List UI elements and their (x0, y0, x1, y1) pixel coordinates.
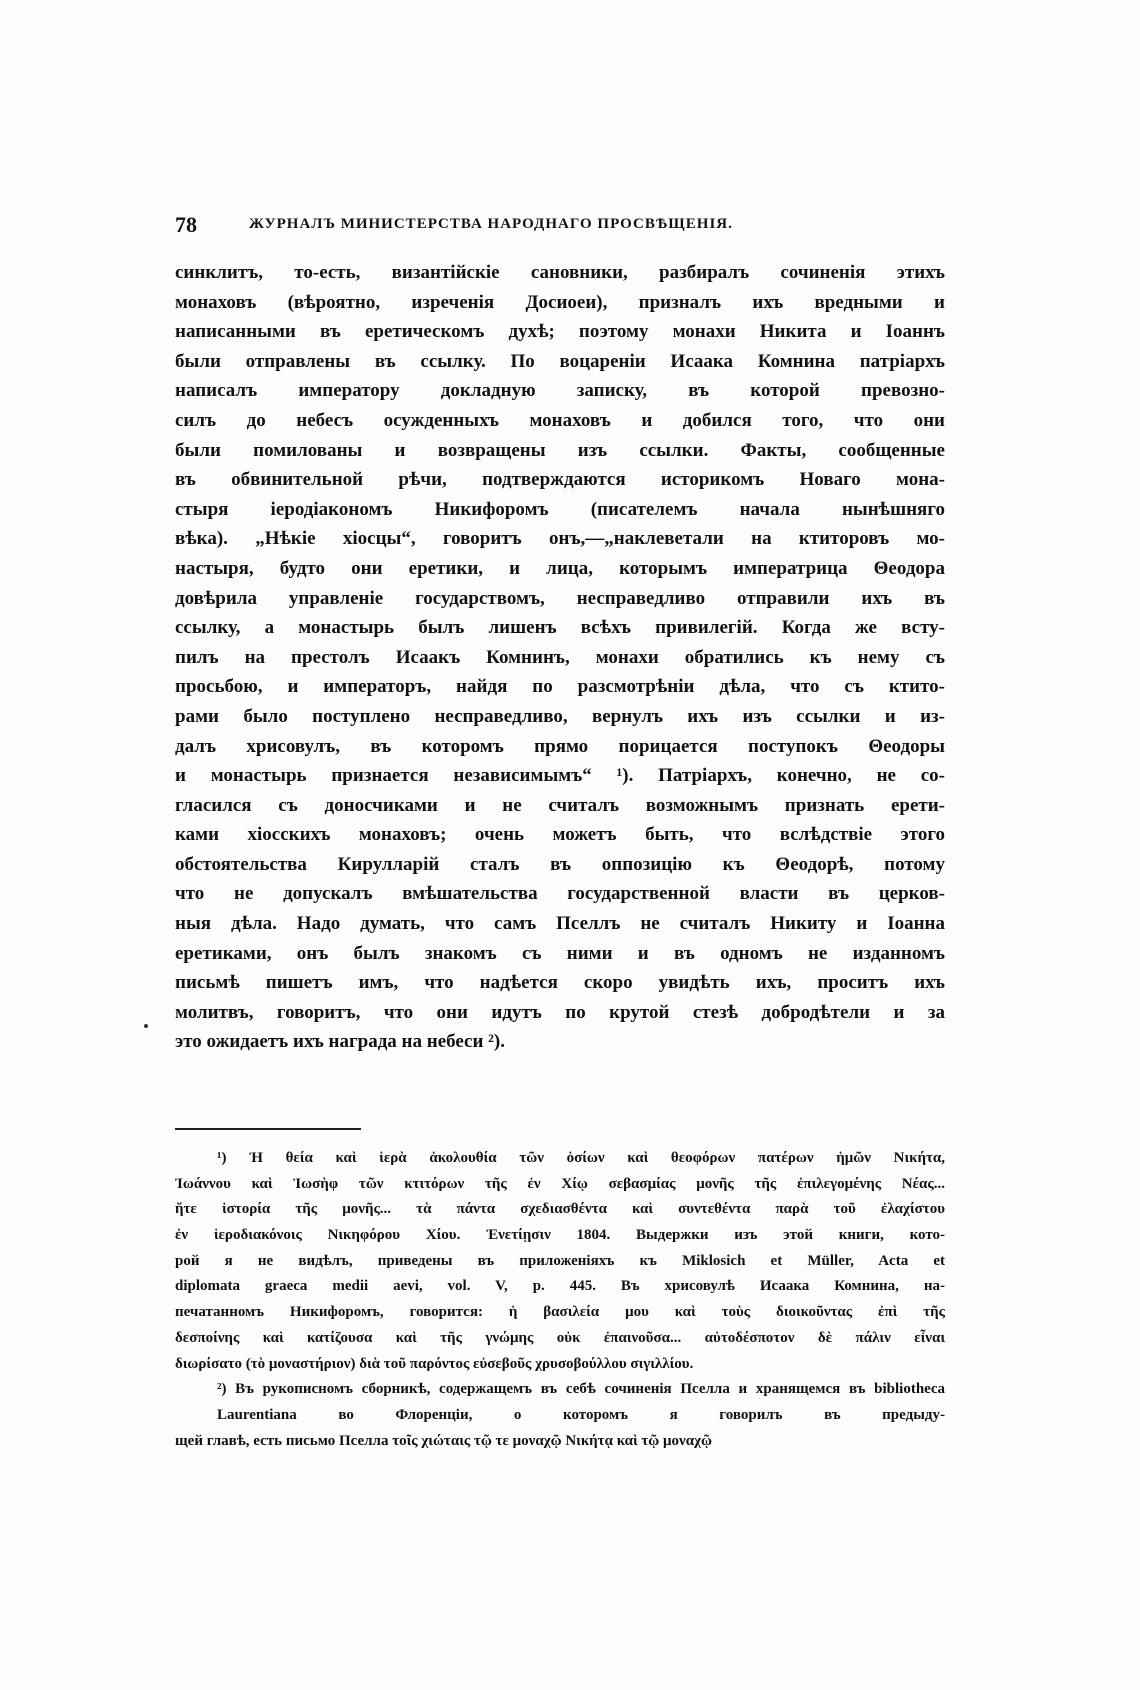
footnote-line: рой я не видѣлъ, приведены въ приложеніяхъ къ Miklosich et Müller, Acta et (175, 1252, 945, 1269)
text-line: въ обвинительной рѣчи, подтверждаются историкомъ Новаго мона- (175, 469, 945, 491)
margin-mark (144, 1024, 148, 1028)
footnote-line: ¹) Ἡ θεία καὶ ἱερὰ ἀκολουθία τῶν ὁσίων καὶ θεοφόρων πατέρων ἡμῶν Νικήτα, (217, 1150, 945, 1166)
text-line: и монастырь признается независимымъ“ ¹). Патріархъ, конечно, не со- (175, 765, 945, 787)
footnote-line: δεσποίνης καὶ κατίζουσα καὶ τῆς γνώμης οὐκ ἐπαινοῦσα... αὐτοδέσποτον δὲ πάλιν εἶναι (175, 1329, 945, 1346)
text-line: ныя дѣла. Надо думать, что самъ Пселлъ не считалъ Никиту и Іоанна (175, 913, 945, 935)
text-line: были отправлены въ ссылку. По воцареніи Исаака Комнина патріархъ (175, 350, 945, 372)
text-line: пилъ на престолъ Исаакъ Комнинъ, монахи обратились къ нему съ (175, 646, 945, 668)
text-line: обстоятельства Кирулларій сталъ въ оппозицію къ Θеодорѣ, потому (175, 853, 945, 875)
text-line: гласился съ доносчиками и не считалъ возможнымъ признать ерети- (175, 794, 945, 816)
text-line: настыря, будто они еретики, и лица, которымъ императрица Θеодора (175, 557, 945, 579)
text-line: стыря іеродіакономъ Никифоромъ (писателемъ начала нынѣшняго (175, 498, 945, 520)
footnote-line: ²) Въ рукописномъ сборникѣ, содержащемъ въ себѣ сочиненія Пселла и хранящемся въ bibliotheca Laurentiana во Флоренціи, о которомъ я говорилъ въ предыду- (217, 1381, 945, 1423)
text-line: это ожидаетъ ихъ награда на небеси ²). (175, 1031, 505, 1053)
text-line: силъ до небесъ осужденныхъ монаховъ и добился того, что они (175, 409, 945, 431)
footnote-divider (175, 1128, 361, 1130)
page-header (175, 212, 945, 242)
text-line: монаховъ (вѣроятно, изреченія Досиоеи), призналъ ихъ вредными и (175, 291, 945, 313)
text-line: вѣка). „Нѣкіе хіосцы“, говоритъ онъ,—„наклеветали на ктиторовъ мо- (175, 528, 945, 550)
footnote-line: Ἰωάννου καὶ Ἰωσὴφ τῶν κτιτόρων τῆς ἐν Χίῳ σεβασμίας μονῆς τῆς ἐπιλεγομένης Νέας... (175, 1175, 945, 1192)
running-title: ЖУРНАЛЪ МИНИСТЕРСТВА НАРОДНАГО ПРОСВѢЩЕНІЯ. (249, 216, 733, 232)
footnote-line: ἥτε ἱστορία τῆς μονῆς... τὰ πάντα σχεδιασθέντα καὶ συντεθέντα παρὰ τοῦ ἐλαχίστου (175, 1201, 945, 1218)
footnotes (175, 1146, 945, 1454)
text-line: написанными въ еретическомъ духѣ; поэтому монахи Никита и Іоаннъ (175, 321, 945, 343)
text-line: довѣрила управленіе государствомъ, несправедливо отправили ихъ въ (175, 587, 945, 609)
page-number: 78 (175, 212, 197, 237)
main-text (175, 258, 945, 1057)
text-line: были помилованы и возвращены изъ ссылки. Факты, сообщенные (175, 439, 945, 461)
footnote-line: щей главѣ, есть письмо Пселла τοῖς χιώταις τῷ τε μοναχῷ Νικήτᾳ καὶ τῷ μοναχῷ (175, 1432, 712, 1449)
footnote-line: печатанномъ Никифоромъ, говорится: ἡ βασιλεία μου καὶ τοὺς διοικοῦντας ἐπὶ τῆς (175, 1304, 945, 1321)
footnote-line: διωρίσατο (τὸ μοναστήριον) διὰ τοῦ παρόντος εὐσεβοῦς χρυσοβούλλου σιγιλλίου. (175, 1355, 694, 1372)
text-line: написалъ императору докладную записку, въ которой превозно- (175, 380, 945, 402)
text-line: рами было поступлено несправедливо, вернулъ ихъ изъ ссылки и из- (175, 705, 945, 727)
text-line: просьбою, и императоръ, найдя по разсмотрѣніи дѣла, что съ ктито- (175, 676, 945, 698)
text-line: что не допускалъ вмѣшательства государственной власти въ церков- (175, 883, 945, 905)
text-line: ками хіосскихъ монаховъ; очень можетъ быть, что вслѣдствіе этого (175, 824, 945, 846)
text-line: далъ хрисовулъ, въ которомъ прямо порицается поступокъ Θеодоры (175, 735, 945, 757)
text-line: письмѣ пишетъ имъ, что надѣется скоро увидѣть ихъ, проситъ ихъ (175, 972, 945, 994)
footnote-line: diplomata graeca medii aevi, vol. V, p. 445. Въ хрисовулѣ Исаака Комнина, на- (175, 1278, 945, 1295)
text-line: синклитъ, то-есть, византійскіе сановники, разбиралъ сочиненія этихъ (175, 262, 945, 283)
footnote-line: ἐν ἱεροδιακόνοις Νικηφόρου Χίου. Ἐνετίῃσιν 1804. Выдержки изъ этой книги, кото- (175, 1227, 945, 1244)
text-line: молитвъ, говоритъ, что они идутъ по крутой стезѣ добродѣтели и за (175, 1001, 945, 1023)
text-line: ссылку, а монастырь былъ лишенъ всѣхъ привилегій. Когда же всту- (175, 617, 945, 639)
text-line: еретиками, онъ былъ знакомъ съ ними и въ одномъ не изданномъ (175, 942, 945, 964)
